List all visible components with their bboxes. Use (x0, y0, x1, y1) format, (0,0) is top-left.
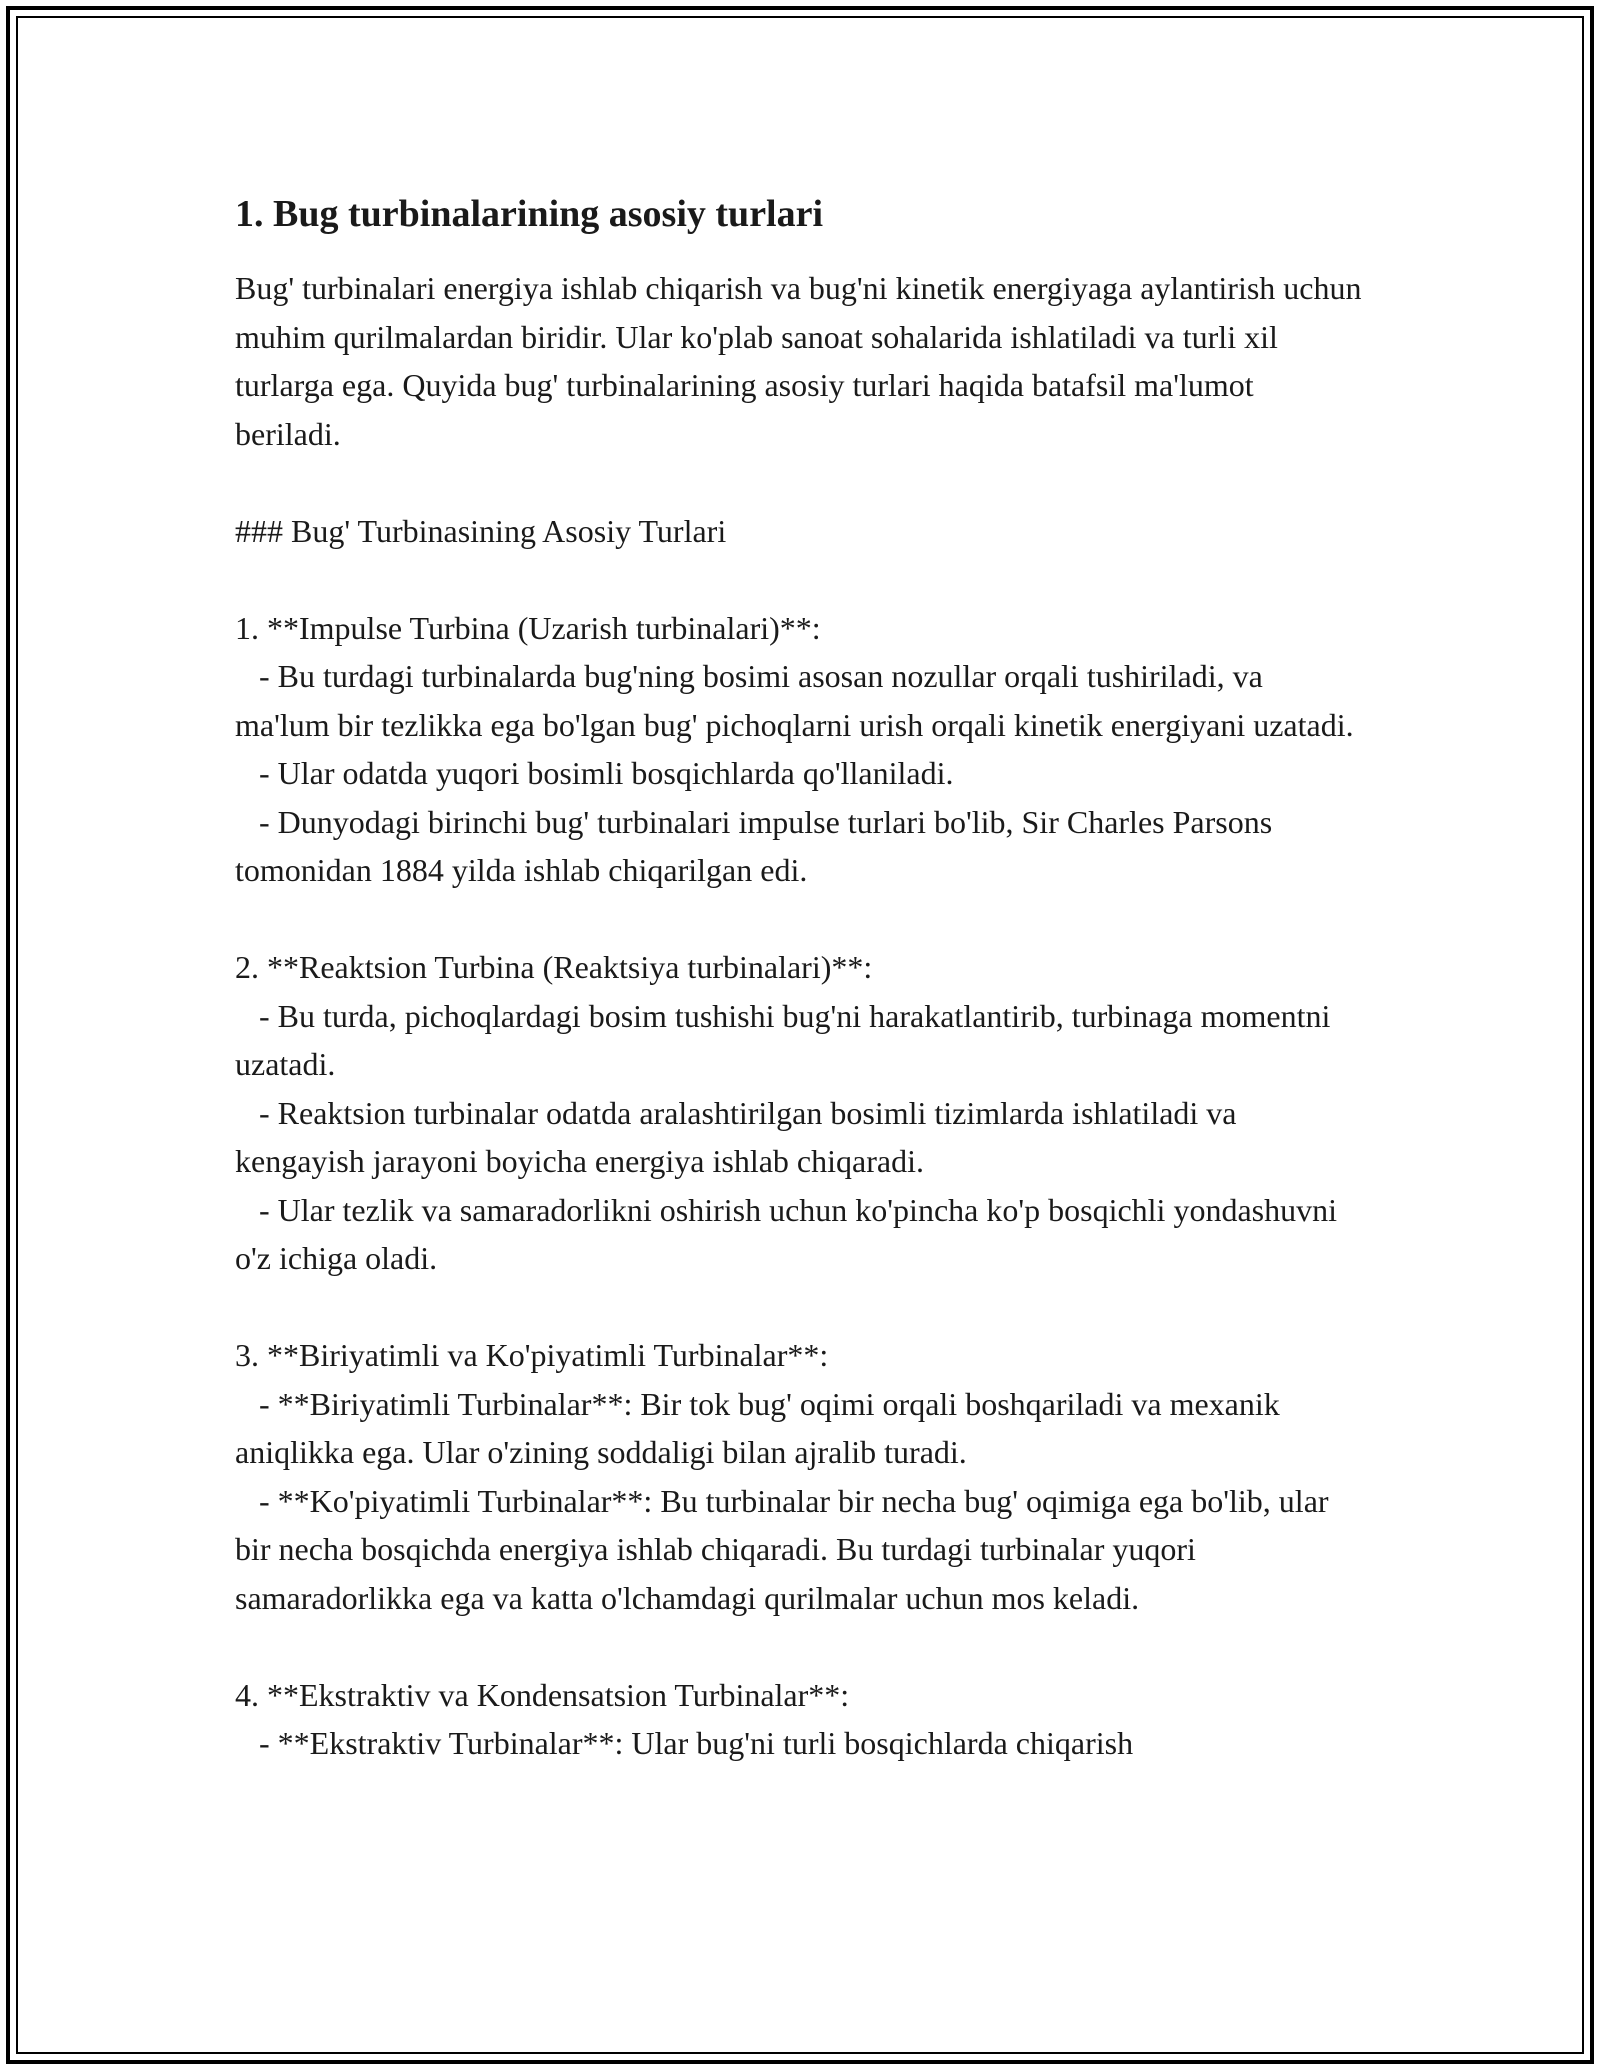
list-item: - **Ekstraktiv Turbinalar**: Ular bug'ni turli bosqichlarda chiqarish (235, 1725, 1134, 1761)
spacer (235, 458, 1365, 507)
list-item: - Ular odatda yuqori bosimli bosqichlarda qo'llaniladi. (235, 755, 954, 791)
list-item: - Bu turdagi turbinalarda bug'ning bosimi asosan nozullar orqali tushiriladi, va ma'lum bir tezlikka ega bo'lgan bug' pichoqlarni urish orqali kinetik energiyani uzatadi. (235, 658, 1354, 743)
spacer (235, 895, 1365, 944)
section-title: 4. **Ekstraktiv va Kondensatsion Turbinalar**: (235, 1676, 850, 1713)
spacer (235, 1622, 1365, 1671)
subheading-text: ### Bug' Turbinasining Asosiy Turlari (235, 512, 727, 549)
section-title: 2. **Reaktsion Turbina (Reaktsiya turbinalari)**: (235, 949, 873, 985)
section-extraction-condensing-turbines (235, 1671, 1365, 1768)
section-title: 1. **Impulse Turbina (Uzarish turbinalari)**: (235, 609, 821, 646)
page-title: 1. Bug turbinalarining asosiy turlari (235, 193, 824, 235)
spacer (235, 1283, 1365, 1332)
section-reaction-turbine (235, 943, 1365, 1283)
list-item: - Ular tezlik va samaradorlikni oshirish uchun ko'pincha ko'p bosqichli yondashuvni o'z ichiga oladi. (235, 1191, 1345, 1276)
list-item: - Bu turda, pichoqlardagi bosim tushishi bug'ni harakatlantirib, turbinaga momentni uzatadi. (235, 997, 1339, 1082)
list-item: - **Ko'piyatimli Turbinalar**: Bu turbinalar bir necha bug' oqimiga ega bo'lib, ular bir necha bosqichda energiya ishlab chiqaradi. Bu turdagi turbinalar yuqori samaradorlikka ega va katta o'lchamdagi qurilmalar uchun mos keladi. (235, 1482, 1337, 1616)
list-item: - **Biriyatimli Turbinalar**: Bir tok bug' oqimi orqali boshqariladi va mexanik aniqlikka ega. Ular o'zining soddaligi bilan ajralib turadi. (235, 1385, 1288, 1470)
spacer (235, 555, 1365, 604)
section-impulse-turbine (235, 604, 1365, 895)
document-body (235, 190, 1370, 1768)
list-item: - Dunyodagi birinchi bug' turbinalari impulse turlari bo'lib, Sir Charles Parsons tomonidan 1884 yilda ishlab chiqarilgan edi. (235, 803, 1281, 888)
list-item: - Reaktsion turbinalar odatda aralashtirilgan bosimli tizimlarda ishlatiladi va kengayish jarayoni boyicha energiya ishlab chiqaradi. (235, 1094, 1245, 1179)
section-single-multi-flow-turbines (235, 1331, 1365, 1622)
section-title: 3. **Biriyatimli va Ko'piyatimli Turbinalar**: (235, 1337, 829, 1373)
intro-paragraph: Bug' turbinalari energiya ishlab chiqarish va bug'ni kinetik energiyaga aylantirish uchun muhim qurilmalardan biridir. Ular ko'plab sanoat sohalarida ishlatiladi va turli xil turlarga ega. Quyida bug' turbinalarining asosiy turlari haqida batafsil ma'lumot beriladi. (235, 270, 1370, 452)
